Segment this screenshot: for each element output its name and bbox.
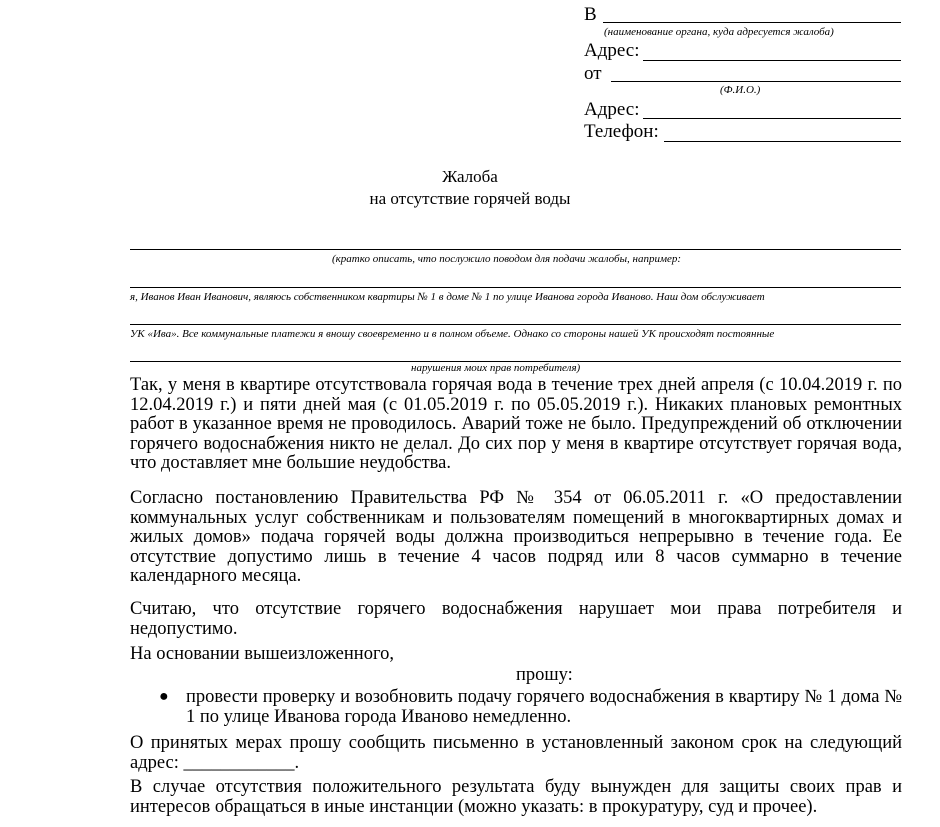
title-line2: на отсутствие горячей воды bbox=[369, 189, 571, 208]
from-field-line bbox=[611, 81, 901, 82]
description-note: (кратко описать, что послужило поводом для подачи жалобы, например: bbox=[332, 253, 682, 265]
bullet-icon: ● bbox=[159, 688, 169, 705]
paragraph-circumstances: Так, у меня в квартире отсутствовала горячая вода в течение трех дней апреля (с 10.04.2019 г. по 12.04.2019 г.) и пяти дней мая (с 01.05.2019 г. по 05.05.2019 г.). Никаких плановых ремонтных работ в указанное время не проводилось. Аварий тоже не было. Предупреждений об отключении горячего водоснабжения никто не делал. До сих пор у меня в квартире отсутствует горячая вода, что доставляет мне большие неудобства. bbox=[130, 375, 902, 474]
paragraph-rights-violation: Считаю, что отсутствие горячего водоснабжения нарушает мои права потребителя и недопустимо. bbox=[130, 599, 902, 639]
request-word: прошу: bbox=[516, 665, 573, 685]
description-line-2 bbox=[130, 287, 901, 288]
to-note: (наименование органа, куда адресуется жалоба) bbox=[604, 26, 834, 38]
to-label: В bbox=[584, 4, 597, 25]
example-line-1: я, Иванов Иван Иванович, являюсь собственником квартиры № 1 в доме № 1 по улице Иванова города Иваново. Наш дом обслуживает bbox=[130, 291, 765, 303]
paragraph-grounds: На основании вышеизложенного, bbox=[130, 644, 394, 664]
address2-label: Адрес: bbox=[584, 99, 640, 120]
title-line1: Жалоба bbox=[442, 167, 498, 186]
description-line-1 bbox=[130, 249, 901, 250]
phone-field-line bbox=[664, 141, 901, 142]
phone-label: Телефон: bbox=[584, 121, 659, 142]
example-line-3: нарушения моих прав потребителя) bbox=[411, 362, 581, 374]
address2-field-line bbox=[643, 118, 901, 119]
address1-field-line bbox=[643, 60, 901, 61]
description-line-3 bbox=[130, 324, 901, 325]
from-label: от bbox=[584, 63, 602, 84]
address1-label: Адрес: bbox=[584, 40, 640, 61]
example-line-2: УК «Ива». Все коммунальные платежи я вношу своевременно и в полном объеме. Однако со стороны нашей УК происходят постоянные bbox=[130, 328, 775, 340]
request-bullet-item: провести проверку и возобновить подачу горячего водоснабжения в квартиру № 1 дома № 1 по улице Иванова города Иваново немедленно. bbox=[186, 687, 902, 727]
paragraph-escalation: В случае отсутствия положительного результата буду вынужден для защиты своих прав и интересов обращаться в иные инстанции (можно указать: в прокуратуру, суд и прочее). bbox=[130, 777, 902, 817]
paragraph-legal-basis: Согласно постановлению Правительства РФ № 354 от 06.05.2011 г. «О предоставлении коммунальных услуг собственникам и пользователям помещений в многоквартирных домах и жилых домов» подача горячей воды должна производиться непрерывно в течение года. Ее отсутствие допустимо лишь в течение 4 часов подряд или 8 часов суммарно в течение календарного месяца. bbox=[130, 488, 902, 587]
from-note: (Ф.И.О.) bbox=[720, 84, 761, 96]
to-field-line bbox=[603, 22, 901, 23]
paragraph-response-line2: адрес: ____________. bbox=[130, 753, 300, 773]
paragraph-response-line1: О принятых мерах прошу сообщить письменно в установленный законом срок на следующий bbox=[130, 733, 902, 753]
